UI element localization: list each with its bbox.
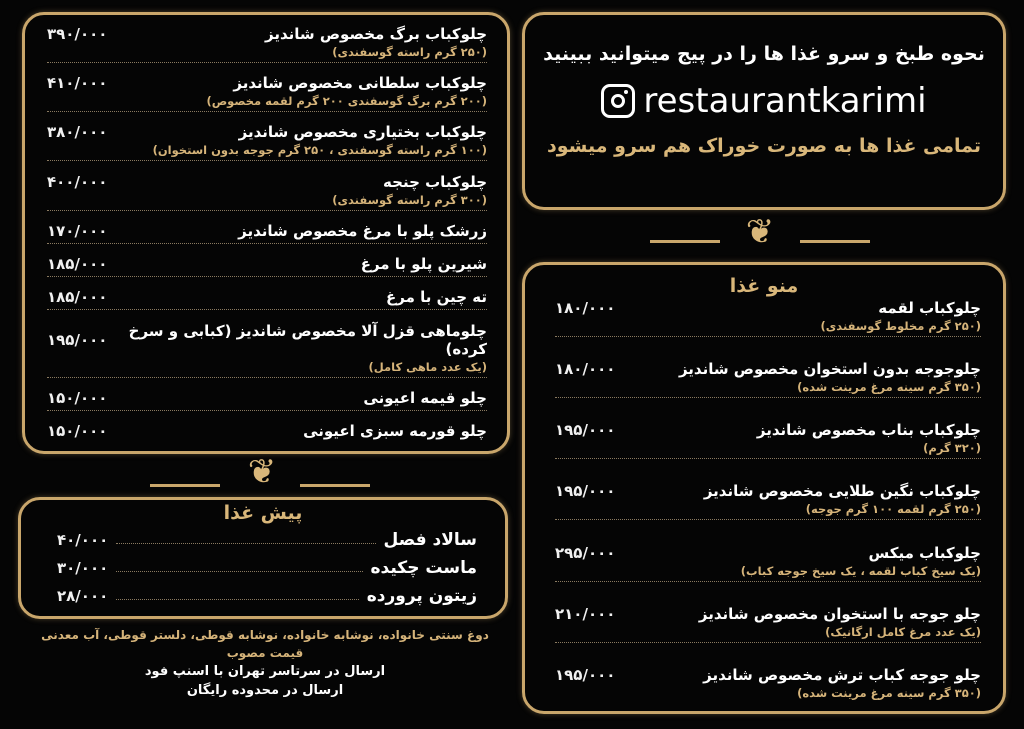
menu-item-row xyxy=(47,173,487,191)
item-price: ۱۹۵/۰۰۰ xyxy=(555,482,616,501)
menu-item-row xyxy=(555,666,981,684)
drinks-text: دوغ سنتی خانواده، نوشابه خانواده، نوشابه قوطی، دلستر قوطی، آب معدنی xyxy=(41,628,489,642)
menu-item xyxy=(555,421,981,459)
item-price: ۴۰۰/۰۰۰ xyxy=(47,172,108,191)
menu-item xyxy=(47,255,487,277)
item-note: (۳۲۰ گرم) xyxy=(923,441,981,456)
menu-item-row xyxy=(47,389,487,407)
item-note: (۲۵۰ گرم لقمه ۱۰۰ گرم جوجه) xyxy=(805,502,981,517)
item-price: ۳۰/۰۰۰ xyxy=(57,559,109,577)
dotted-leader xyxy=(116,571,362,572)
delivery-text: ارسال در سرتاسر تهران با اسنپ فود xyxy=(144,664,386,679)
item-name: چلوکباب نگین طلایی مخصوص شاندیز xyxy=(703,482,981,501)
item-name: چلوکباب لقمه xyxy=(878,299,981,317)
item-note: (۲۰۰ گرم برگ گوسفندی ۲۰۰ گرم لقمه مخصوص) xyxy=(206,94,487,109)
appetizer-item xyxy=(57,586,477,606)
item-note: (۲۵۰ گرم راسته گوسفندی) xyxy=(332,45,487,59)
ornament-icon: ❦ xyxy=(247,452,277,492)
item-name: ته چین با مرغ xyxy=(386,288,487,307)
item-name: چلو قورمه سبزی اعیونی xyxy=(303,421,487,440)
item-name: شیرین پلو با مرغ xyxy=(360,255,487,274)
item-price: ۱۵۰/۰۰۰ xyxy=(47,421,108,440)
menu-item xyxy=(555,299,981,337)
item-note: (یک سیخ کباب لقمه ، یک سیخ جوجه کباب) xyxy=(740,563,981,578)
menu-item-row xyxy=(555,421,981,439)
instagram-icon xyxy=(601,84,635,118)
menu-item xyxy=(47,222,487,244)
item-name: چلوکباب بناب مخصوص شاندیز xyxy=(756,421,981,440)
item-name: چلوکباب سلطانی مخصوص شاندیز xyxy=(233,74,487,93)
instagram-info-panel xyxy=(522,12,1006,210)
item-price: ۱۵۰/۰۰۰ xyxy=(47,388,108,407)
item-name: زرشک پلو با مرغ مخصوص شاندیز xyxy=(238,221,487,240)
item-name: زیتون پرورده xyxy=(366,586,477,606)
main-dishes-panel xyxy=(22,12,510,454)
menu-item-row xyxy=(47,288,487,306)
item-note: (۳۰۰ گرم راسته گوسفندی) xyxy=(332,192,487,207)
drinks-price-text: قیمت مصوب xyxy=(226,646,304,660)
menu-item-row xyxy=(47,255,487,273)
item-name: ماست چکیده xyxy=(370,558,477,578)
appetizers-title: پیش غذا xyxy=(223,502,303,524)
divider xyxy=(650,240,720,243)
menu-item-row xyxy=(555,360,981,378)
menu-item xyxy=(47,123,487,161)
menu-item xyxy=(47,322,487,378)
menu-item xyxy=(555,360,981,398)
free-delivery-text: ارسال در محدوده رایگان xyxy=(186,683,344,698)
item-price: ۲۱۰/۰۰۰ xyxy=(555,604,616,623)
menu-item xyxy=(555,666,981,703)
instagram-handle[interactable] xyxy=(525,81,1003,121)
divider xyxy=(300,484,370,487)
item-price: ۲۸/۰۰۰ xyxy=(57,587,109,605)
menu-item-row xyxy=(47,123,487,141)
dotted-leader xyxy=(116,543,375,544)
item-note: (۱۰۰ گرم راسته گوسفندی ، ۲۵۰ گرم جوجه بدون استخوان) xyxy=(152,143,487,158)
menu-title: منو غذا xyxy=(729,275,799,297)
item-name: چلوکباب چنجه xyxy=(383,172,487,191)
menu-item-row xyxy=(47,25,487,43)
item-price: ۳۸۰/۰۰۰ xyxy=(47,123,108,142)
menu-item xyxy=(555,544,981,582)
item-note: (۳۵۰ گرم سینه مرغ مرینت شده) xyxy=(797,380,981,395)
item-price: ۴۰/۰۰۰ xyxy=(57,531,109,549)
instagram-handle-text: restaurantkarimi xyxy=(643,81,927,121)
menu-item xyxy=(555,482,981,520)
divider xyxy=(800,240,870,243)
item-price: ۱۹۵/۰۰۰ xyxy=(555,665,616,684)
menu-item-row xyxy=(47,74,487,92)
dotted-leader xyxy=(116,599,358,600)
item-name: سالاد فصل xyxy=(383,530,477,550)
item-price: ۴۱۰/۰۰۰ xyxy=(47,74,108,93)
menu-item xyxy=(47,74,487,112)
item-name: چلوماهی قزل آلا مخصوص شاندیز (کبابی و سرخ کرده) xyxy=(128,321,487,358)
item-price: ۱۹۵/۰۰۰ xyxy=(47,330,108,349)
appetizers-panel xyxy=(18,497,508,619)
menu-item-row xyxy=(555,544,981,562)
menu-item-row xyxy=(555,482,981,500)
item-name: چلوجوجه بدون استخوان مخصوص شاندیز xyxy=(678,360,981,379)
serving-note: تمامی غذا ها به صورت خوراک هم سرو میشود xyxy=(546,135,982,157)
menu-item xyxy=(555,605,981,643)
appetizer-item xyxy=(57,530,477,550)
item-price: ۱۸۵/۰۰۰ xyxy=(47,288,108,307)
item-name: چلوکباب میکس xyxy=(868,543,981,562)
item-name: چلوکباب برگ مخصوص شاندیز xyxy=(265,25,487,43)
divider xyxy=(150,484,220,487)
menu-item-row xyxy=(47,422,487,440)
food-menu-panel xyxy=(522,262,1006,714)
item-name: چلوکباب بختیاری مخصوص شاندیز xyxy=(238,123,487,142)
ornament-icon: ❦ xyxy=(745,212,775,252)
menu-item xyxy=(47,389,487,411)
appetizer-item xyxy=(57,558,477,578)
item-price: ۱۷۰/۰۰۰ xyxy=(47,221,108,240)
menu-item xyxy=(47,173,487,211)
menu-item-row xyxy=(555,605,981,623)
item-note: (۲۵۰ گرم مخلوط گوسفندی) xyxy=(820,319,981,333)
item-note: (یک عدد مرغ کامل ارگانیک) xyxy=(825,624,981,639)
item-name: چلو جوجه با استخوان مخصوص شاندیز xyxy=(698,604,981,623)
menu-item xyxy=(47,288,487,310)
item-price: ۳۹۰/۰۰۰ xyxy=(47,25,108,43)
menu-item xyxy=(47,25,487,63)
item-note: (یک عدد ماهی کامل) xyxy=(368,359,487,374)
menu-item-row xyxy=(47,222,487,240)
menu-item xyxy=(47,422,487,443)
item-price: ۱۹۵/۰۰۰ xyxy=(555,421,616,440)
menu-item-row xyxy=(47,322,487,358)
menu-item-row xyxy=(555,299,981,317)
header-line: نحوه طبخ و سرو غذا ها را در پیج میتوانید ببینید xyxy=(543,43,985,65)
item-name: چلو جوجه کباب ترش مخصوص شاندیز xyxy=(703,665,981,684)
item-name: چلو قیمه اعیونی xyxy=(363,388,487,407)
item-price: ۱۸۵/۰۰۰ xyxy=(47,255,108,274)
item-price: ۲۹۵/۰۰۰ xyxy=(555,543,616,562)
footer xyxy=(22,626,508,700)
item-price: ۱۸۰/۰۰۰ xyxy=(555,360,616,379)
item-price: ۱۸۰/۰۰۰ xyxy=(555,299,616,317)
item-note: (۳۵۰ گرم سینه مرغ مرینت شده) xyxy=(797,685,981,700)
